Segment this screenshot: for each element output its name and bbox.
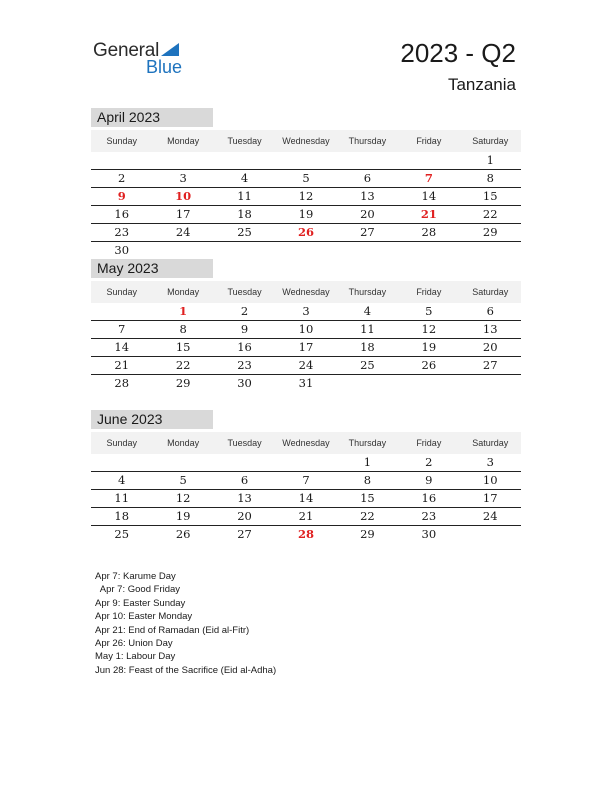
day-cell: 5 xyxy=(179,473,187,487)
day-cell: 17 xyxy=(175,207,191,221)
day-cell: 13 xyxy=(360,189,375,203)
weekday-name: Friday xyxy=(416,438,442,448)
week-row xyxy=(91,170,521,188)
weekday-header-row xyxy=(91,130,521,152)
week-row xyxy=(91,454,521,472)
week-row xyxy=(91,490,521,508)
day-cell: 23 xyxy=(237,358,252,372)
day-cell: 22 xyxy=(482,207,498,221)
logo-blue-text: Blue xyxy=(146,57,183,77)
week-row xyxy=(91,526,521,543)
day-cell xyxy=(460,375,521,392)
day-cell: 12 xyxy=(421,322,437,336)
day-cell: 10 xyxy=(298,322,314,336)
day-cell: 15 xyxy=(175,340,191,354)
day-cell: 20 xyxy=(482,340,498,354)
logo-general-text: General xyxy=(93,40,160,61)
day-cell: 30 xyxy=(114,243,130,257)
day-cell xyxy=(337,375,398,392)
holiday-entry: Apr 7: Karume Day xyxy=(95,571,176,582)
day-cell: 9 xyxy=(240,322,249,336)
day-cell: 12 xyxy=(175,491,191,505)
weekday-header-row xyxy=(91,432,521,454)
day-cell xyxy=(275,454,336,471)
weekday-name: Saturday xyxy=(472,136,509,146)
day-cell: 23 xyxy=(421,509,437,523)
day-cell: 14 xyxy=(298,491,314,505)
day-cell: 8 xyxy=(363,473,372,487)
day-cell: 18 xyxy=(237,207,252,221)
month-title: May 2023 xyxy=(91,259,213,278)
day-cell: 13 xyxy=(237,491,252,505)
day-cell: 29 xyxy=(482,225,498,239)
week-row xyxy=(91,508,521,526)
weekday-name: Thursday xyxy=(348,438,387,448)
day-cell: 7 xyxy=(118,322,126,336)
month-calendar xyxy=(91,108,521,259)
holiday-day-cell: 28 xyxy=(297,527,314,541)
logo xyxy=(93,40,203,80)
day-cell: 16 xyxy=(114,207,130,221)
day-cell: 6 xyxy=(240,473,249,487)
weekday-header-row xyxy=(91,281,521,303)
day-cell xyxy=(460,242,521,259)
holiday-entry: Apr 10: Easter Monday xyxy=(95,611,193,623)
holiday-entry: Apr 7: Good Friday xyxy=(95,584,181,596)
day-cell: 2 xyxy=(240,304,249,318)
day-cell: 3 xyxy=(179,171,187,185)
day-cell xyxy=(337,242,398,259)
day-cell xyxy=(398,152,459,169)
day-cell: 4 xyxy=(240,171,249,185)
day-cell: 15 xyxy=(360,491,375,505)
day-cell: 16 xyxy=(421,491,437,505)
weekday-name: Monday xyxy=(167,287,200,297)
day-cell xyxy=(91,303,152,320)
day-cell: 8 xyxy=(486,171,494,185)
day-cell: 31 xyxy=(298,376,314,390)
month-calendar xyxy=(91,259,521,392)
weekday-name: Friday xyxy=(416,287,442,297)
week-row xyxy=(91,321,521,339)
day-cell: 21 xyxy=(298,509,314,523)
holiday-day-cell: 26 xyxy=(297,225,314,239)
day-cell: 13 xyxy=(482,322,498,336)
holiday-list xyxy=(95,570,276,677)
day-cell: 11 xyxy=(114,491,130,505)
holiday-entry: Apr 9: Easter Sunday xyxy=(95,597,186,609)
day-cell xyxy=(152,242,213,259)
day-cell: 15 xyxy=(482,189,498,203)
day-cell: 25 xyxy=(237,225,252,239)
weekday-name: Saturday xyxy=(472,287,509,297)
day-cell: 14 xyxy=(421,189,437,203)
holiday-day-cell: 21 xyxy=(420,207,437,221)
day-cell: 30 xyxy=(237,376,252,390)
weekday-name: Sunday xyxy=(106,287,137,297)
holiday-day-cell: 9 xyxy=(117,189,126,203)
day-cell: 28 xyxy=(421,225,437,239)
day-cell: 1 xyxy=(486,153,494,167)
day-cell: 11 xyxy=(237,189,252,203)
week-row xyxy=(91,303,521,321)
day-cell: 27 xyxy=(360,225,375,239)
day-cell xyxy=(275,152,336,169)
day-cell: 3 xyxy=(486,455,494,469)
day-cell: 27 xyxy=(482,358,498,372)
day-cell: 21 xyxy=(114,358,130,372)
day-cell: 29 xyxy=(360,527,375,541)
weekday-name: Saturday xyxy=(472,438,509,448)
day-cell xyxy=(214,454,275,471)
day-cell: 19 xyxy=(175,509,191,523)
day-cell: 25 xyxy=(114,527,130,541)
day-cell: 27 xyxy=(237,527,252,541)
day-cell: 17 xyxy=(298,340,314,354)
day-cell xyxy=(91,454,152,471)
holiday-entry: Apr 26: Union Day xyxy=(95,637,173,649)
weekday-name: Sunday xyxy=(106,136,137,146)
day-cell: 22 xyxy=(360,509,375,523)
holiday-day-cell: 10 xyxy=(175,189,192,203)
weekday-name: Friday xyxy=(416,136,442,146)
day-cell: 24 xyxy=(298,358,314,372)
day-cell: 17 xyxy=(482,491,498,505)
day-cell xyxy=(337,152,398,169)
day-cell: 29 xyxy=(175,376,191,390)
day-cell: 26 xyxy=(175,527,191,541)
day-cell: 19 xyxy=(421,340,437,354)
day-cell: 6 xyxy=(363,171,372,185)
month-title: April 2023 xyxy=(91,108,213,127)
holiday-entry: Apr 21: End of Ramadan (Eid al-Fitr) xyxy=(95,624,250,636)
month-calendar xyxy=(91,410,521,543)
week-row xyxy=(91,242,521,259)
day-cell: 6 xyxy=(486,304,494,318)
holiday-day-cell: 7 xyxy=(424,171,433,185)
day-cell: 5 xyxy=(302,171,310,185)
day-cell: 14 xyxy=(114,340,130,354)
day-cell: 11 xyxy=(360,322,375,336)
day-cell: 25 xyxy=(360,358,375,372)
week-row xyxy=(91,339,521,357)
day-cell xyxy=(460,526,521,543)
day-cell xyxy=(214,242,275,259)
day-cell: 12 xyxy=(298,189,314,203)
day-cell: 20 xyxy=(237,509,252,523)
day-cell xyxy=(275,242,336,259)
day-cell: 18 xyxy=(114,509,130,523)
holiday-entry: Jun 28: Feast of the Sacrifice (Eid al-Adha) xyxy=(95,664,277,676)
day-cell: 1 xyxy=(363,455,372,469)
holiday-day-cell: 1 xyxy=(179,304,188,318)
day-cell: 10 xyxy=(482,473,498,487)
day-cell: 24 xyxy=(482,509,498,523)
weekday-name: Tuesday xyxy=(227,136,262,146)
weekday-name: Wednesday xyxy=(282,136,330,146)
week-row xyxy=(91,152,521,170)
week-row xyxy=(91,472,521,490)
day-cell: 28 xyxy=(114,376,130,390)
weekday-name: Tuesday xyxy=(227,438,262,448)
day-cell: 22 xyxy=(175,358,191,372)
week-row xyxy=(91,375,521,392)
holiday-entry: May 1: Labour Day xyxy=(95,651,176,663)
day-cell xyxy=(152,152,213,169)
day-cell xyxy=(398,242,459,259)
weekday-name: Thursday xyxy=(348,287,387,297)
day-cell: 19 xyxy=(298,207,314,221)
week-row xyxy=(91,206,521,224)
weekday-name: Tuesday xyxy=(227,287,262,297)
day-cell: 30 xyxy=(421,527,437,541)
week-row xyxy=(91,357,521,375)
country-label: Tanzania xyxy=(447,75,516,94)
day-cell: 2 xyxy=(118,171,126,185)
weekday-name: Monday xyxy=(167,438,200,448)
day-cell xyxy=(214,152,275,169)
day-cell: 4 xyxy=(363,304,372,318)
day-cell: 2 xyxy=(425,455,433,469)
day-cell: 9 xyxy=(425,473,433,487)
weekday-name: Monday xyxy=(167,136,200,146)
logo-triangle-icon xyxy=(161,43,179,56)
day-cell: 20 xyxy=(360,207,375,221)
day-cell: 5 xyxy=(425,304,433,318)
day-cell: 8 xyxy=(179,322,187,336)
day-cell: 23 xyxy=(114,225,130,239)
week-row xyxy=(91,224,521,242)
day-cell: 7 xyxy=(302,473,310,487)
weekday-name: Wednesday xyxy=(282,287,330,297)
weekday-name: Thursday xyxy=(348,136,387,146)
day-cell: 26 xyxy=(421,358,437,372)
day-cell: 18 xyxy=(360,340,375,354)
day-cell: 16 xyxy=(237,340,252,354)
day-cell: 3 xyxy=(302,304,310,318)
month-title: June 2023 xyxy=(91,410,213,429)
day-cell xyxy=(398,375,459,392)
day-cell: 4 xyxy=(118,473,126,487)
day-cell: 24 xyxy=(175,225,191,239)
day-cell xyxy=(91,152,152,169)
weekday-name: Sunday xyxy=(106,438,137,448)
page-title: 2023 - Q2 xyxy=(400,38,516,68)
day-cell xyxy=(152,454,213,471)
weekday-name: Wednesday xyxy=(282,438,330,448)
week-row xyxy=(91,188,521,206)
